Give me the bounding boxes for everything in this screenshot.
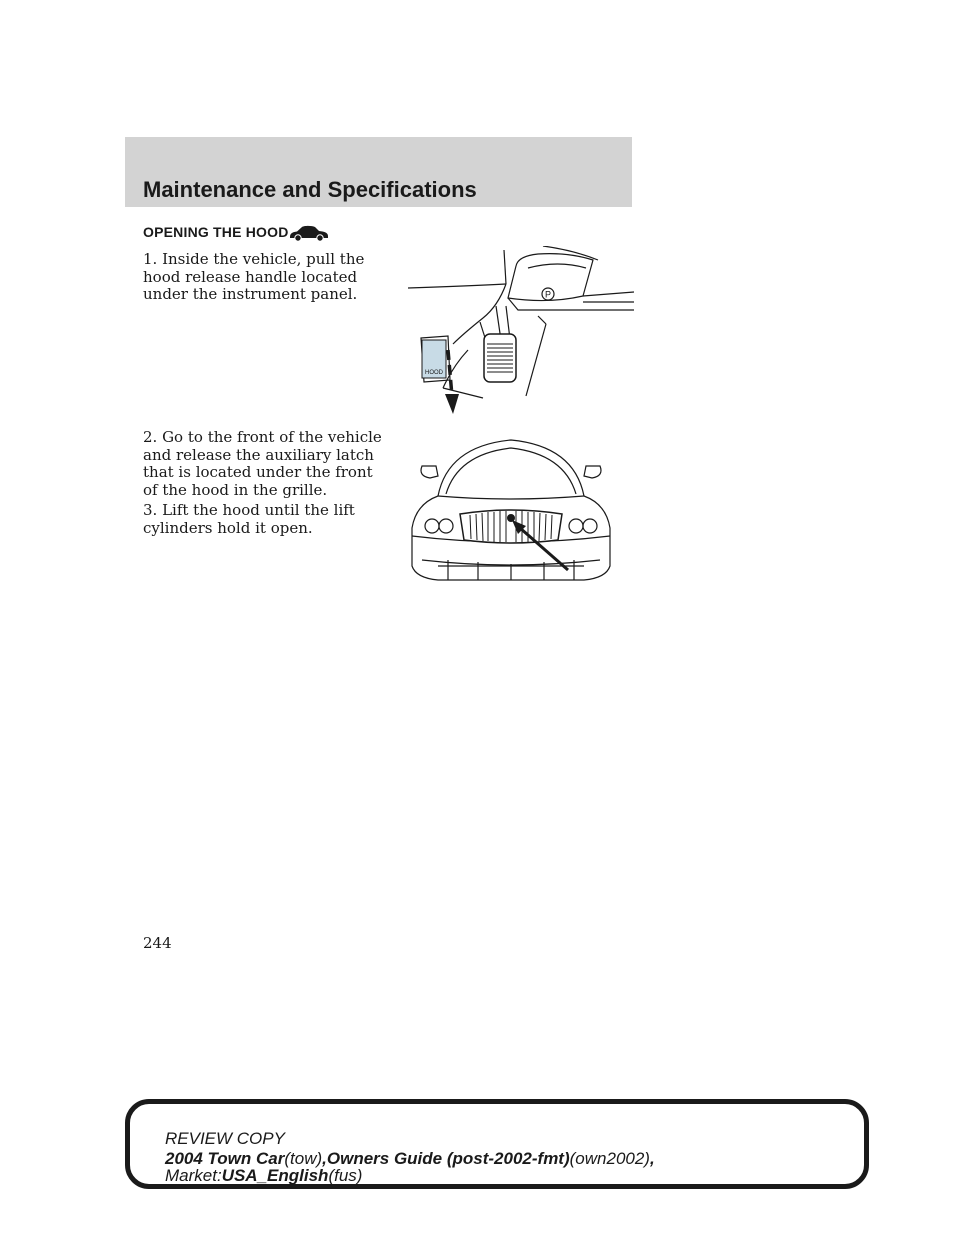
subheading: OPENING THE HOOD xyxy=(143,224,289,240)
parking-brake-label: P xyxy=(544,289,552,300)
page-number: 244 xyxy=(143,934,172,952)
section-title: Maintenance and Specifications xyxy=(143,177,477,202)
hood-handle-label: HOOD xyxy=(425,370,443,376)
section-header-band xyxy=(125,137,632,207)
step-3-text: 3. Lift the hood until the lift cylinders hold it open. xyxy=(143,501,355,537)
review-copy-footer xyxy=(125,1099,869,1189)
step-2-text: 2. Go to the front of the vehicle and release the auxiliary latch that is located under the front of the hood in the grille. xyxy=(143,428,382,499)
car-icon xyxy=(288,224,330,242)
footer-guide-line: 2004 Town Car(tow),Owners Guide (post-2002-fmt)(own2002), xyxy=(165,1149,655,1168)
auxiliary-latch-figure xyxy=(408,436,614,586)
footer-review-copy: REVIEW COPY xyxy=(165,1129,285,1148)
hood-release-figure xyxy=(408,246,634,418)
step-1-text: 1. Inside the vehicle, pull the hood release handle located under the instrument panel. xyxy=(143,250,365,303)
footer-market-line: Market:USA_English(fus) xyxy=(165,1166,363,1185)
